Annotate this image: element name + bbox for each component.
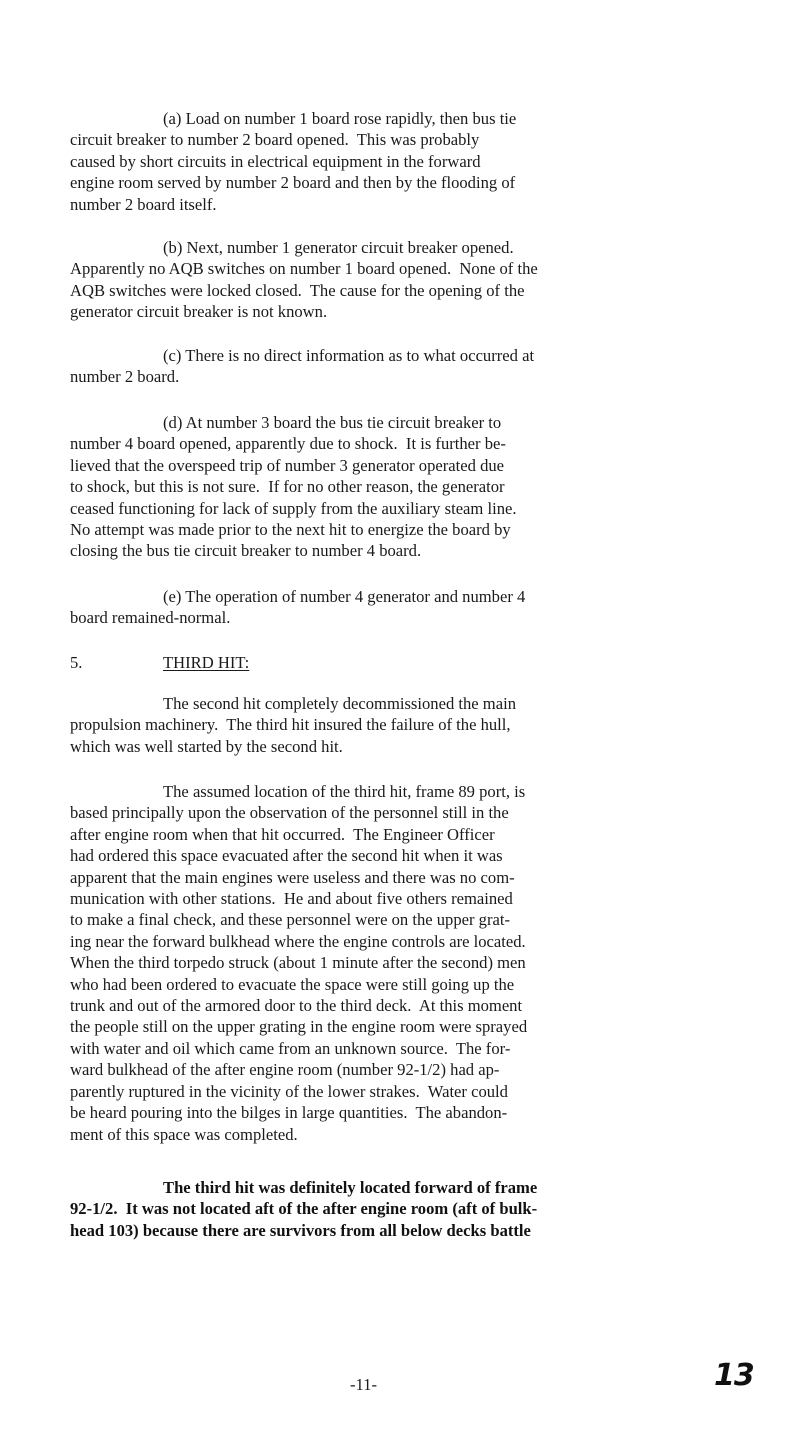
text-line: with water and oil which came from an unknown source. The for- [70,1038,511,1058]
section-number: 5. [70,653,83,672]
text-line: ing near the forward bulkhead where the engine controls are located. [70,931,526,951]
section-title: THIRD HIT: [163,653,250,672]
text-line: lieved that the overspeed trip of number 3 generator operated due [70,455,505,475]
paragraph-a [70,108,710,215]
text-line: No attempt was made prior to the next hit to energize the board by [70,520,511,540]
text-line: ment of this space was completed. [70,1124,298,1144]
text-line: When the third torpedo struck (about 1 minute after the second) men [70,953,526,973]
text-line: who had been ordered to evacuate the space were still going up the [70,974,515,994]
text-line: be heard pouring into the bilges in large quantities. The abandon- [70,1103,508,1123]
text-line: which was well started by the second hit. [70,736,343,756]
paragraph-d [70,412,710,562]
text-line: based principally upon the observation of the personnel still in the [70,803,509,823]
text-line: engine room served by number 2 board and then by the flooding of [70,173,516,193]
text-line: parently ruptured in the vicinity of the lower strakes. Water could [70,1081,508,1101]
text-line: ceased functioning for lack of supply from the auxiliary steam line. [70,498,517,518]
text-line: caused by short circuits in electrical equipment in the forward [70,151,481,171]
text-line: after engine room when that hit occurred. The Engineer Officer [70,824,495,844]
section-paragraph-1 [70,693,710,757]
handwritten-page-number: 13 [714,1358,754,1393]
text-line: board remained-normal. [70,608,231,628]
paragraph-c [70,345,710,388]
text-line: (c) There is no direct information as to what occurred at [163,346,535,365]
paragraph-e [70,586,710,629]
text-line: (d) At number 3 board the bus tie circuit breaker to [163,413,502,432]
text-line: The second hit completely decommissioned the main [163,694,516,713]
text-line: (e) The operation of number 4 generator and number 4 [163,587,526,606]
text-line: number 4 board opened, apparently due to shock. It is further be- [70,434,506,454]
text-line: AQB switches were locked closed. The cause for the opening of the [70,280,525,300]
section-paragraph-3 [70,1177,710,1241]
text-line: closing the bus tie circuit breaker to number 4 board. [70,541,422,561]
text-line: apparent that the main engines were useless and there was no com- [70,867,515,887]
text-line: head 103) because there are survivors from all below decks battle [70,1220,531,1240]
text-line: Apparently no AQB switches on number 1 board opened. None of the [70,259,538,279]
text-line: propulsion machinery. The third hit insured the failure of the hull, [70,715,511,735]
page-number: -11- [350,1375,378,1394]
text-line: to shock, but this is not sure. If for no other reason, the generator [70,477,505,497]
text-line: ward bulkhead of the after engine room (number 92-1/2) had ap- [70,1060,500,1080]
text-line: munication with other stations. He and about five others remained [70,889,513,909]
text-line: had ordered this space evacuated after the second hit when it was [70,846,503,866]
section-paragraph-2 [70,781,710,1145]
text-line: number 2 board. [70,367,180,387]
text-line: number 2 board itself. [70,194,217,214]
text-line: The third hit was definitely located forward of frame [163,1178,538,1197]
text-line: (b) Next, number 1 generator circuit breaker opened. [163,238,514,257]
text-line: trunk and out of the armored door to the third deck. At this moment [70,996,523,1016]
text-line: 92-1/2. It was not located aft of the after engine room (aft of bulk- [70,1199,538,1219]
text-line: The assumed location of the third hit, frame 89 port, is [163,782,526,801]
text-line: the people still on the upper grating in the engine room were sprayed [70,1017,528,1037]
text-line: to make a final check, and these personnel were on the upper grat- [70,910,511,930]
text-line: generator circuit breaker is not known. [70,302,328,322]
text-line: (a) Load on number 1 board rose rapidly, then bus tie [163,109,517,128]
text-line: circuit breaker to number 2 board opened. This was probably [70,130,480,150]
paragraph-b [70,237,710,323]
